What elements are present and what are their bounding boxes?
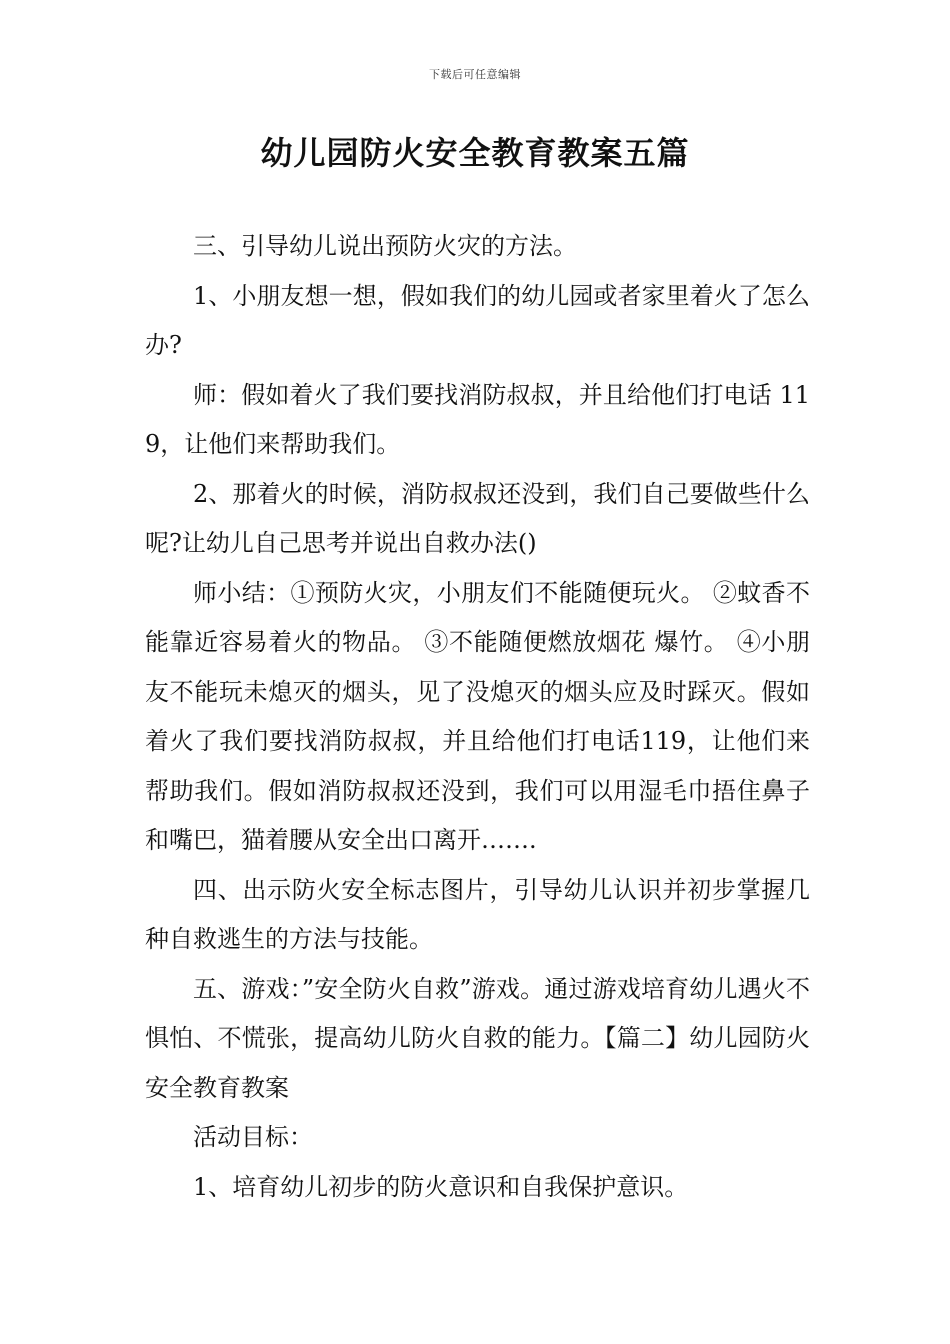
header-note: 下载后可任意编辑 [429, 68, 521, 81]
paragraph: 五、游戏：”安全防火自救”游戏。通过游戏培育幼儿遇火不惧怕、不慌张，提高幼儿防火自救的能力。【篇二】幼儿园防火安全教育教案 [145, 974, 810, 1102]
paragraph: 活动目标： [193, 1123, 313, 1151]
paragraph: 三、引导幼儿说出预防火灾的方法。 [193, 232, 577, 260]
paragraph: 1、培育幼儿初步的防火意识和自我保护意识。 [193, 1172, 689, 1201]
paragraph: 四、出示防火安全标志图片，引导幼儿认识并初步掌握几种自救逃生的方法与技能。 [145, 875, 810, 953]
document-body [145, 222, 810, 1212]
paragraph: 1、小朋友想一想，假如我们的幼儿园或者家里着火了怎么办? [145, 281, 810, 359]
paragraph: 2、那着火的时候，消防叔叔还没到，我们自己要做些什么呢?让幼儿自己思考并说出自救办法() [145, 479, 810, 557]
paragraph: 师：假如着火了我们要找消防叔叔，并且给他们打电话 119，让他们来帮助我们。 [145, 380, 810, 458]
document-title: 幼儿园防火安全教育教案五篇 [260, 134, 690, 172]
paragraph: 师小结：①预防火灾，小朋友们不能随便玩火。 ②蚊香不能靠近容易着火的物品。 ③不能随便燃放烟花 爆竹。 ④小朋友不能玩未熄灭的烟头，见了没熄灭的烟头应及时踩灭。假如着火了我们要找消防叔叔，并且给他们打电话119，让他们来帮助我们。假如消防叔叔还没到，我们可以用湿毛巾捂住鼻子和嘴巴，猫着腰从安全出口离开……. [145, 578, 810, 854]
